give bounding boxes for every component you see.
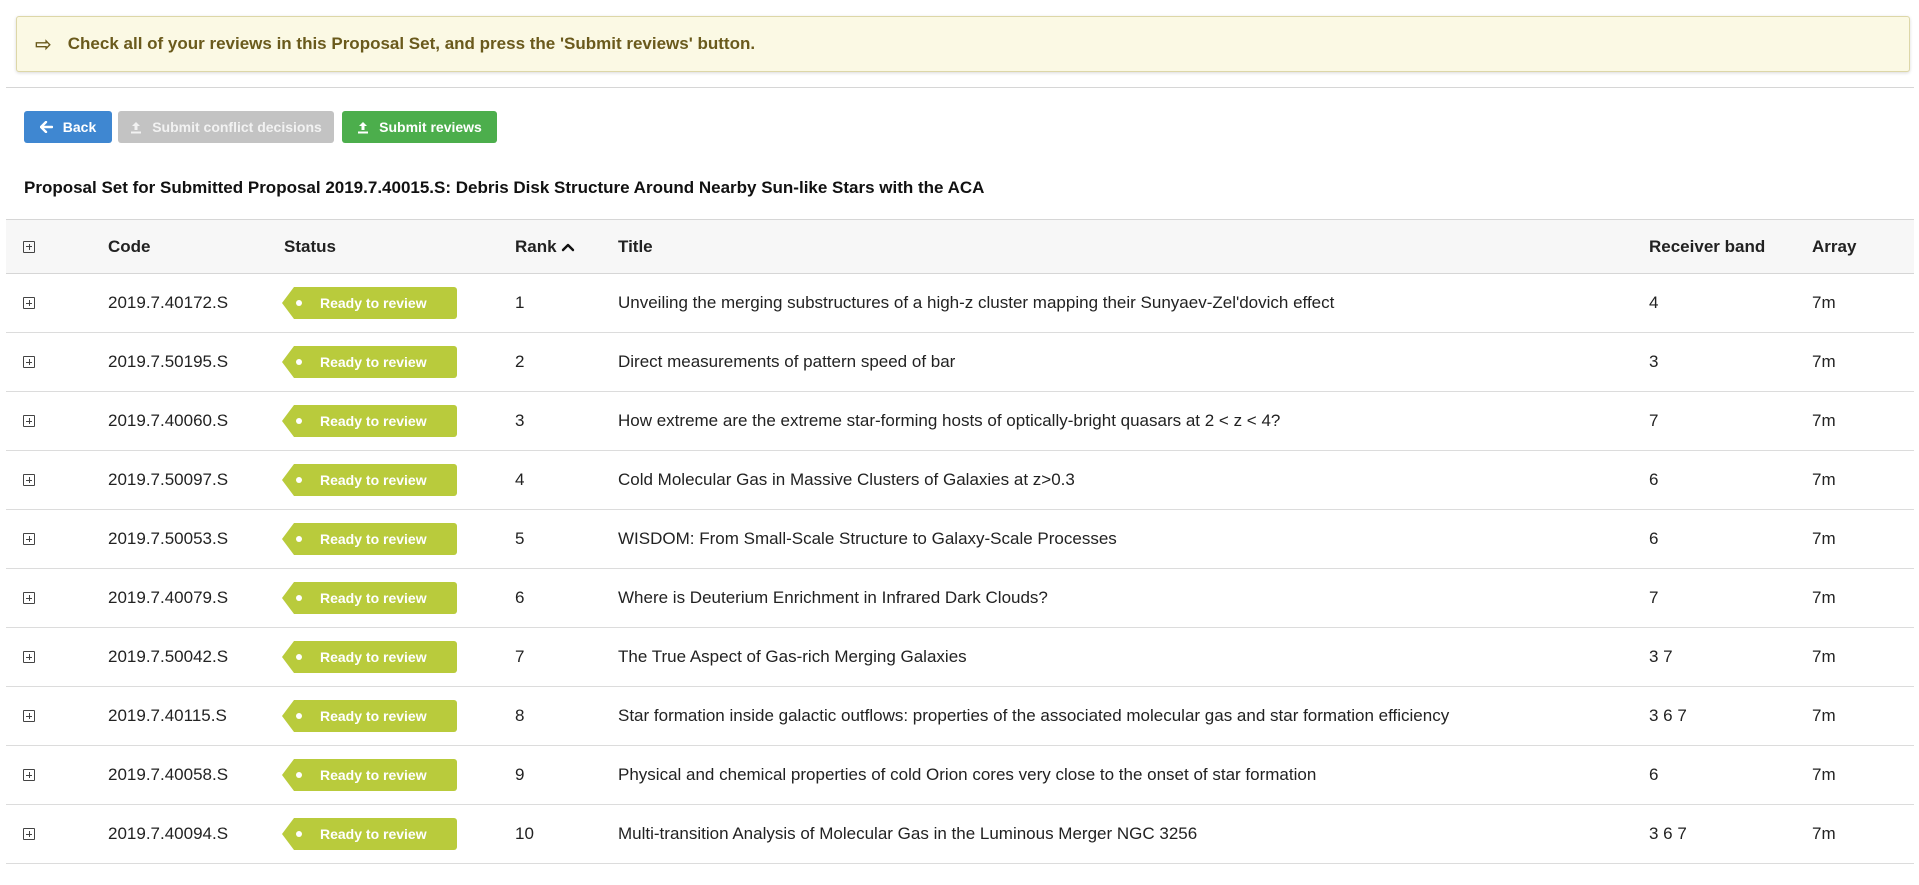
expand-icon[interactable] (23, 356, 35, 368)
array-type: 7m (1812, 824, 1836, 843)
row-expand-toggle[interactable] (23, 628, 35, 686)
array-type: 7m (1812, 470, 1836, 489)
status-cell (284, 451, 457, 509)
status-cell (284, 392, 457, 450)
expand-icon[interactable] (23, 769, 35, 781)
table-row[interactable] (6, 746, 1914, 805)
status-cell (284, 569, 457, 627)
status-cell (284, 510, 457, 568)
upload-icon (130, 121, 142, 134)
status-badge: Ready to review (294, 346, 457, 378)
table-row[interactable] (6, 687, 1914, 746)
receiver-band: 3 6 7 (1649, 824, 1687, 843)
table-row[interactable] (6, 569, 1914, 628)
table-row[interactable] (6, 274, 1914, 333)
status-cell (284, 746, 457, 804)
receiver-band: 4 (1649, 293, 1659, 312)
row-expand-toggle[interactable] (23, 569, 35, 627)
receiver-band: 6 (1649, 529, 1659, 548)
back-button-label: Back (62, 119, 97, 135)
array-type: 7m (1812, 765, 1836, 784)
proposal-title: How extreme are the extreme star-forming hosts of optically-bright quasars at 2 < z < 4? (618, 411, 1281, 430)
column-header-code[interactable]: Code (108, 236, 151, 256)
table-row[interactable] (6, 510, 1914, 569)
table-body (6, 274, 1914, 864)
proposal-title: Multi-transition Analysis of Molecular Gas in the Luminous Merger NGC 3256 (618, 824, 1198, 843)
column-header-rank-label: Rank (515, 236, 557, 256)
proposal-title: WISDOM: From Small-Scale Structure to Galaxy-Scale Processes (618, 529, 1117, 548)
table-row[interactable] (6, 805, 1914, 864)
array-type: 7m (1812, 588, 1836, 607)
status-cell (284, 805, 457, 863)
column-header-array[interactable]: Array (1812, 236, 1857, 256)
table-row[interactable] (6, 392, 1914, 451)
arrow-left-icon (40, 121, 53, 133)
expand-icon[interactable] (23, 533, 35, 545)
status-badge: Ready to review (294, 582, 457, 614)
array-type: 7m (1812, 647, 1836, 666)
proposal-title: Where is Deuterium Enrichment in Infrared Dark Clouds? (618, 588, 1048, 607)
proposal-title: Direct measurements of pattern speed of bar (618, 352, 956, 371)
expand-icon[interactable] (23, 474, 35, 486)
receiver-band: 7 (1649, 588, 1659, 607)
upload-icon (357, 121, 369, 134)
status-badge: Ready to review (294, 523, 457, 555)
receiver-band: 6 (1649, 765, 1659, 784)
proposal-title: Unveiling the merging substructures of a high-z cluster mapping their Sunyaev-Zel'dovich effect (618, 293, 1335, 312)
proposal-code: 2019.7.40058.S (108, 765, 229, 784)
status-badge: Ready to review (294, 641, 457, 673)
expand-icon[interactable] (23, 297, 35, 309)
expand-icon[interactable] (23, 592, 35, 604)
submit-reviews-button[interactable] (342, 111, 497, 143)
row-expand-toggle[interactable] (23, 392, 35, 450)
back-button[interactable] (24, 111, 112, 143)
proposal-code: 2019.7.50053.S (108, 529, 229, 548)
proposal-rank: 4 (515, 470, 525, 489)
table-header (6, 219, 1914, 274)
row-expand-toggle[interactable] (23, 274, 35, 332)
proposal-code: 2019.7.50097.S (108, 470, 229, 489)
proposal-rank: 3 (515, 411, 525, 430)
array-type: 7m (1812, 293, 1836, 312)
arrow-right-icon: ⇨ (35, 33, 52, 56)
receiver-band: 7 (1649, 411, 1659, 430)
row-expand-toggle[interactable] (23, 746, 35, 804)
submit-reviews-label: Submit reviews (379, 119, 482, 135)
proposal-rank: 8 (515, 706, 525, 725)
proposal-code: 2019.7.40172.S (108, 293, 229, 312)
proposal-code: 2019.7.40115.S (108, 706, 227, 725)
status-badge: Ready to review (294, 818, 457, 850)
proposal-set-title: Proposal Set for Submitted Proposal 2019.7.40015.S: Debris Disk Structure Around Nearby Sun-like Stars with the ACA (24, 178, 985, 197)
table-row[interactable] (6, 333, 1914, 392)
proposal-rank: 10 (515, 824, 534, 843)
row-expand-toggle[interactable] (23, 333, 35, 391)
array-type: 7m (1812, 411, 1836, 430)
expand-icon[interactable] (23, 415, 35, 427)
proposal-title: Star formation inside galactic outflows: properties of the associated molecular gas and star formation efficiency (618, 706, 1450, 725)
column-header-title[interactable]: Title (618, 236, 653, 256)
expand-all-toggle[interactable] (23, 220, 35, 273)
instruction-notice (16, 16, 1910, 72)
row-expand-toggle[interactable] (23, 510, 35, 568)
status-badge: Ready to review (294, 405, 457, 437)
status-cell (284, 333, 457, 391)
status-badge: Ready to review (294, 464, 457, 496)
receiver-band: 3 7 (1649, 647, 1673, 666)
row-expand-toggle[interactable] (23, 805, 35, 863)
proposal-code: 2019.7.40079.S (108, 588, 229, 607)
column-header-status[interactable]: Status (284, 236, 336, 256)
array-type: 7m (1812, 529, 1836, 548)
sort-ascending-icon[interactable] (561, 242, 575, 252)
proposal-table (6, 219, 1914, 864)
expand-icon[interactable] (23, 710, 35, 722)
proposal-code: 2019.7.40094.S (108, 824, 229, 843)
proposal-code: 2019.7.50042.S (108, 647, 229, 666)
receiver-band: 3 6 7 (1649, 706, 1687, 725)
status-cell (284, 687, 457, 745)
proposal-rank: 9 (515, 765, 525, 784)
status-badge: Ready to review (294, 700, 457, 732)
status-cell (284, 274, 457, 332)
notice-text: Check all of your reviews in this Proposal Set, and press the 'Submit reviews' button. (67, 34, 756, 53)
proposal-rank: 6 (515, 588, 525, 607)
expand-icon[interactable] (23, 651, 35, 663)
expand-icon[interactable] (23, 828, 35, 840)
column-header-receiver-band[interactable]: Receiver band (1649, 236, 1766, 256)
expand-all-icon[interactable] (23, 241, 35, 253)
proposal-rank: 2 (515, 352, 525, 371)
row-expand-toggle[interactable] (23, 687, 35, 745)
proposal-title: The True Aspect of Gas-rich Merging Galaxies (618, 647, 967, 666)
proposal-title: Cold Molecular Gas in Massive Clusters of Galaxies at z>0.3 (618, 470, 1075, 489)
table-row[interactable] (6, 451, 1914, 510)
proposal-code: 2019.7.40060.S (108, 411, 229, 430)
array-type: 7m (1812, 706, 1836, 725)
column-header-rank[interactable] (515, 220, 575, 273)
receiver-band: 3 (1649, 352, 1659, 371)
status-cell (284, 628, 457, 686)
table-row[interactable] (6, 628, 1914, 687)
divider (6, 87, 1914, 88)
proposal-code: 2019.7.50195.S (108, 352, 229, 371)
proposal-title: Physical and chemical properties of cold Orion cores very close to the onset of star formation (618, 765, 1317, 784)
array-type: 7m (1812, 352, 1836, 371)
proposal-rank: 1 (515, 293, 525, 312)
submit-conflict-decisions-label: Submit conflict decisions (152, 119, 322, 135)
proposal-rank: 5 (515, 529, 525, 548)
status-badge: Ready to review (294, 287, 457, 319)
status-badge: Ready to review (294, 759, 457, 791)
submit-conflict-decisions-button[interactable] (118, 111, 334, 143)
receiver-band: 6 (1649, 470, 1659, 489)
proposal-rank: 7 (515, 647, 525, 666)
row-expand-toggle[interactable] (23, 451, 35, 509)
